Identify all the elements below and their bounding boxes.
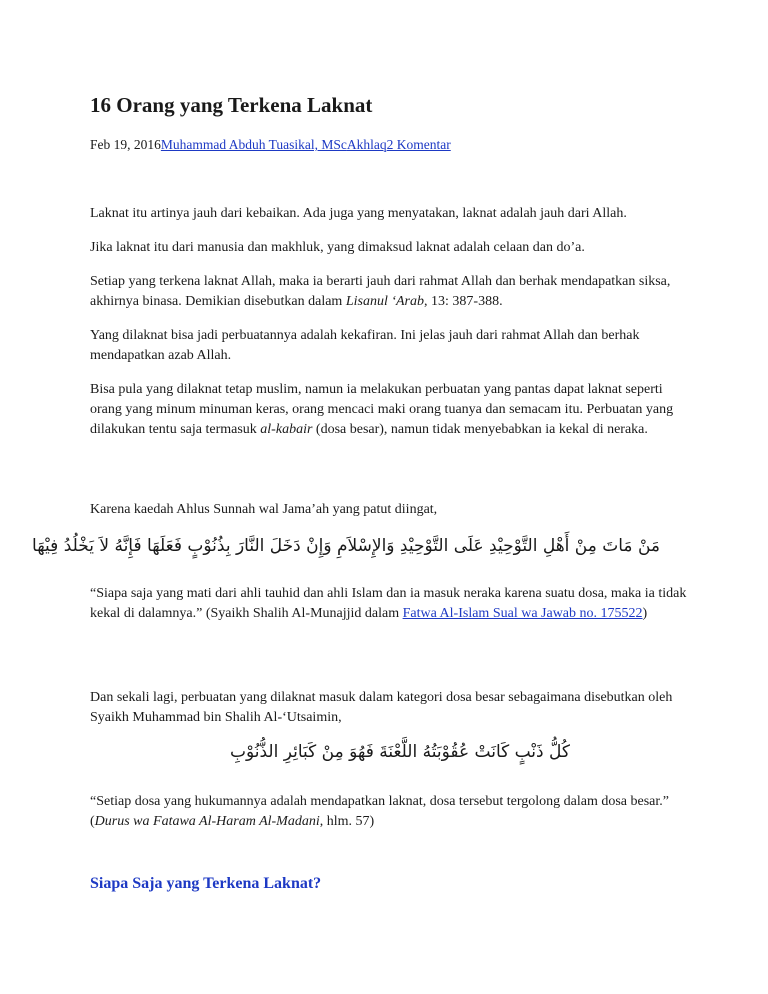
article-title: 16 Orang yang Terkena Laknat bbox=[90, 93, 373, 117]
paragraph-8: Dan sekali lagi, perbuatan yang dilaknat masuk dalam kategori dosa besar sebagaimana disebutkan oleh Syaikh Muhammad bin Shalih Al-‘Utsaimin, bbox=[90, 690, 673, 725]
paragraph-5-tail: (dosa besar), namun tidak menyebabkan ia kekal di neraka. bbox=[312, 422, 648, 437]
section-heading: Siapa Saja yang Terkena Laknat? bbox=[90, 875, 322, 892]
paragraph-3-text: Setiap yang terkena laknat Allah, maka ia berarti jauh dari rahmat Allah dan berhak mendapatkan siksa, akhirnya binasa. Demikian disebutkan dalam bbox=[90, 274, 671, 309]
paragraph-1: Laknat itu artinya jauh dari kebaikan. Ada juga yang menyatakan, laknat adalah jauh dari Allah. bbox=[90, 206, 627, 221]
fatwa-link[interactable]: Fatwa Al-Islam Sual wa Jawab no. 175522 bbox=[402, 606, 643, 621]
book-title-durus: Durus wa Fatawa Al-Haram Al-Madani bbox=[94, 814, 320, 829]
paragraph-9-tail: , hlm. 57) bbox=[319, 814, 375, 829]
paragraph-4: Yang dilaknat bisa jadi perbuatannya adalah kekafiran. Ini jelas jauh dari rahmat Allah dan berhak mendapatkan azab Allah. bbox=[90, 328, 640, 363]
paragraph-7 bbox=[90, 584, 690, 624]
arabic-quote-2: كُلُّ ذَنْبٍ كَانَتْ عُقُوْبَتُهُ اللَّعْنَةَ فَهُوَ مِنْ كَبَائِرِ الذُّنُوْبِ bbox=[229, 742, 570, 762]
book-title-lisanul-arab: Lisanul ‘Arab bbox=[345, 294, 425, 309]
author-link[interactable]: Muhammad Abduh Tuasikal, MSc bbox=[160, 137, 347, 152]
paragraph-2: Jika laknat itu dari manusia dan makhluk, yang dimaksud laknat adalah celaan dan do’a. bbox=[90, 240, 585, 255]
paragraph-6: Karena kaedah Ahlus Sunnah wal Jama’ah yang patut diingat, bbox=[90, 502, 438, 517]
paragraph-9 bbox=[90, 792, 690, 832]
paragraph-3-tail: , 13: 387-388. bbox=[424, 294, 503, 309]
paragraph-7-text: “Siapa saja yang mati dari ahli tauhid dan ahli Islam dan ia masuk neraka karena suatu dosa, maka ia tidak kekal di dalamnya.” (Syaikh Shalih Al-Munajjid dalam bbox=[90, 586, 687, 621]
paragraph-5 bbox=[90, 380, 690, 440]
term-al-kabair: al-kabair bbox=[260, 422, 313, 437]
paragraph-5-text: Bisa pula yang dilaknat tetap muslim, namun ia melakukan perbuatan yang pantas dapat laknat seperti orang yang minum minuman keras, orang mencaci maki orang tuanya dan semacam itu. Perbuatan yang dilakukan tentu saja termasuk bbox=[90, 382, 674, 437]
arabic-quote-1: مَنْ مَاتَ مِنْ أَهْلِ التَّوْحِيْدِ عَلَى التَّوْحِيْدِ وَالإِسْلاَمِ وَإِنْ دَخَلَ النَّارَ بِذُنُوْبٍ فَعَلَهَا فَإِنَّهُ لاَ يَخْلُدُ فِيْهَا bbox=[32, 536, 660, 556]
post-date: Feb 19, 2016 bbox=[90, 137, 161, 152]
article-meta bbox=[90, 137, 451, 153]
paragraph-7-tail: ) bbox=[642, 606, 648, 621]
paragraph-9-text: “Setiap dosa yang hukumannya adalah mendapatkan laknat, dosa tersebut tergolong dalam dosa besar.” ( bbox=[90, 794, 670, 829]
comments-link[interactable]: 2 Komentar bbox=[386, 137, 451, 152]
paragraph-3 bbox=[90, 272, 690, 312]
category-link[interactable]: Akhlaq bbox=[346, 137, 387, 152]
